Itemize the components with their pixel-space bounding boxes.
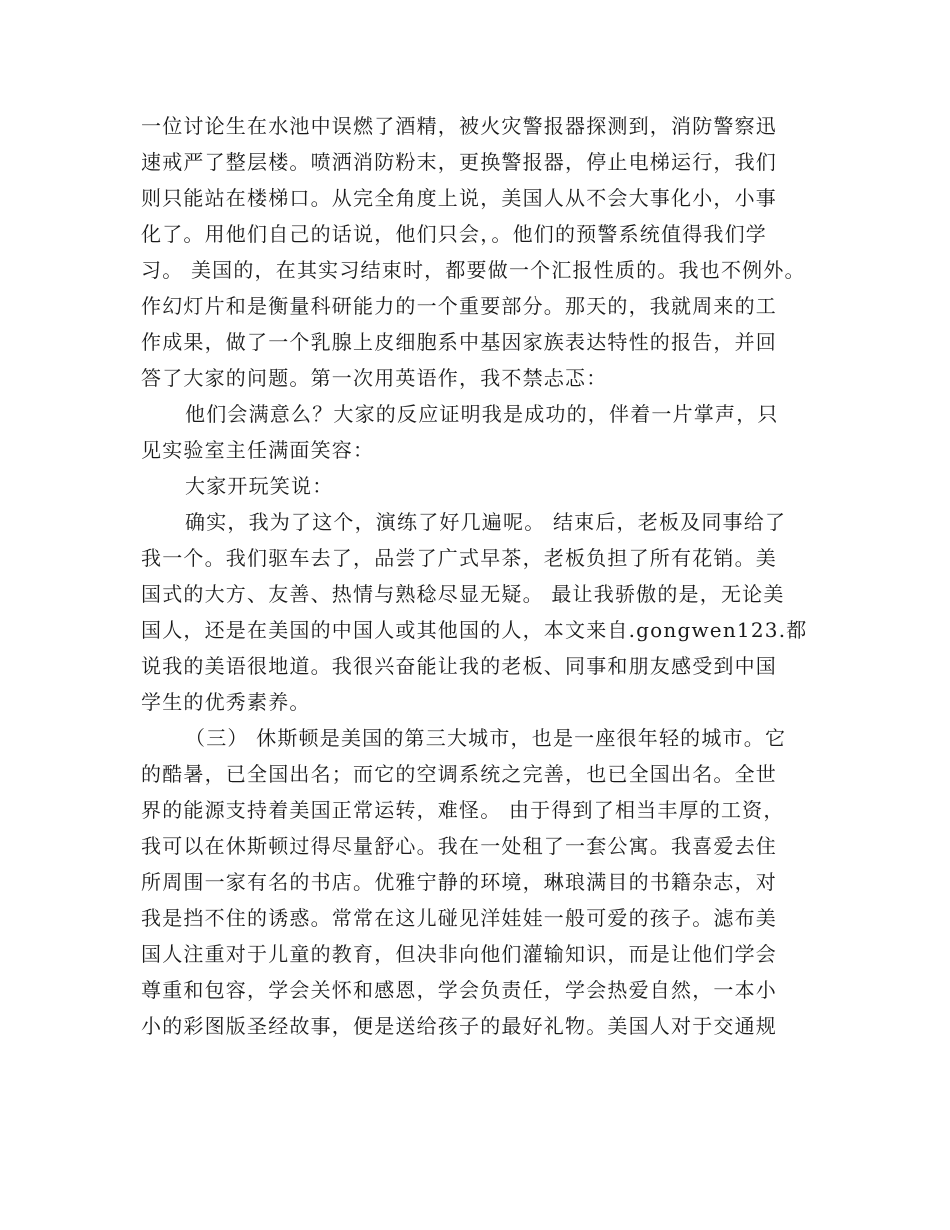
text-line: （三） 休斯顿是美国的第三大城市，也是一座很年轻的城市。它 <box>185 726 787 750</box>
text-line: 国式的大方、友善、热情与熟稔尽显无疑。 最让我骄傲的是，无论美 <box>141 582 785 606</box>
text-line: 大家开玩笑说： <box>185 474 334 498</box>
text-line: 速戒严了整层楼。喷洒消防粉末，更换警报器，停止电梯运行，我们 <box>141 150 777 174</box>
text-line: 一位讨论生在水池中误燃了酒精，被火灾警报器探测到，消防警察迅 <box>141 114 777 138</box>
text-line: 作幻灯片和是衡量科研能力的一个重要部分。那天的，我就周来的工 <box>141 294 777 318</box>
text-line: 小的彩图版圣经故事，便是送给孩子的最好礼物。美国人对于交通规 <box>141 1014 777 1038</box>
text-line: 国人，还是在美国的中国人或其他国的人，本文来自.gongwen123.都 <box>141 618 808 642</box>
text-line: 我一个。我们驱车去了，品尝了广式早茶，老板负担了所有花销。美 <box>141 546 777 570</box>
text-line: 化了。用他们自己的话说，他们只会，。他们的预警系统值得我们学 <box>141 222 767 246</box>
text-line: 国人注重对于儿童的教育，但决非向他们灌输知识，而是让他们学会 <box>141 942 777 966</box>
text-line: 所周围一家有名的书店。优雅宁静的环境，琳琅满目的书籍杂志，对 <box>141 870 777 894</box>
text-line: 答了大家的问题。第一次用英语作，我不禁忐忑： <box>141 366 608 390</box>
text-line: 他们会满意么？大家的反应证明我是成功的，伴着一片掌声，只 <box>185 402 779 426</box>
text-line: 作成果，做了一个乳腺上皮细胞系中基因家族表达特性的报告，并回 <box>141 330 777 354</box>
text-line: 尊重和包容，学会关怀和感恩，学会负责任，学会热爱自然，一本小 <box>141 978 777 1002</box>
text-line: 见实验室主任满面笑容： <box>141 438 375 462</box>
text-line: 的酷暑，已全国出名；而它的空调系统之完善，也已全国出名。全世 <box>141 762 777 786</box>
text-line: 则只能站在楼梯口。从完全角度上说，美国人从不会大事化小，小事 <box>141 186 777 210</box>
text-line: 确实，我为了这个，演练了好几遍呢。 结束后，老板及同事给了 <box>185 510 787 534</box>
text-line: 学生的优秀素养。 <box>141 690 311 714</box>
text-line: 习。 美国的，在其实习结束时，都要做一个汇报性质的。我也不例外。 <box>141 258 806 282</box>
text-line: 我是挡不住的诱惑。常常在这儿碰见洋娃娃一般可爱的孩子。滤布美 <box>141 906 777 930</box>
text-line: 我可以在休斯顿过得尽量舒心。我在一处租了一套公寓。我喜爱去住 <box>141 834 777 858</box>
document-body <box>141 108 821 1044</box>
text-line: 说我的美语很地道。我很兴奋能让我的老板、同事和朋友感受到中国 <box>141 654 777 678</box>
text-line: 界的能源支持着美国正常运转，难怪。 由于得到了相当丰厚的工资， <box>141 798 785 822</box>
